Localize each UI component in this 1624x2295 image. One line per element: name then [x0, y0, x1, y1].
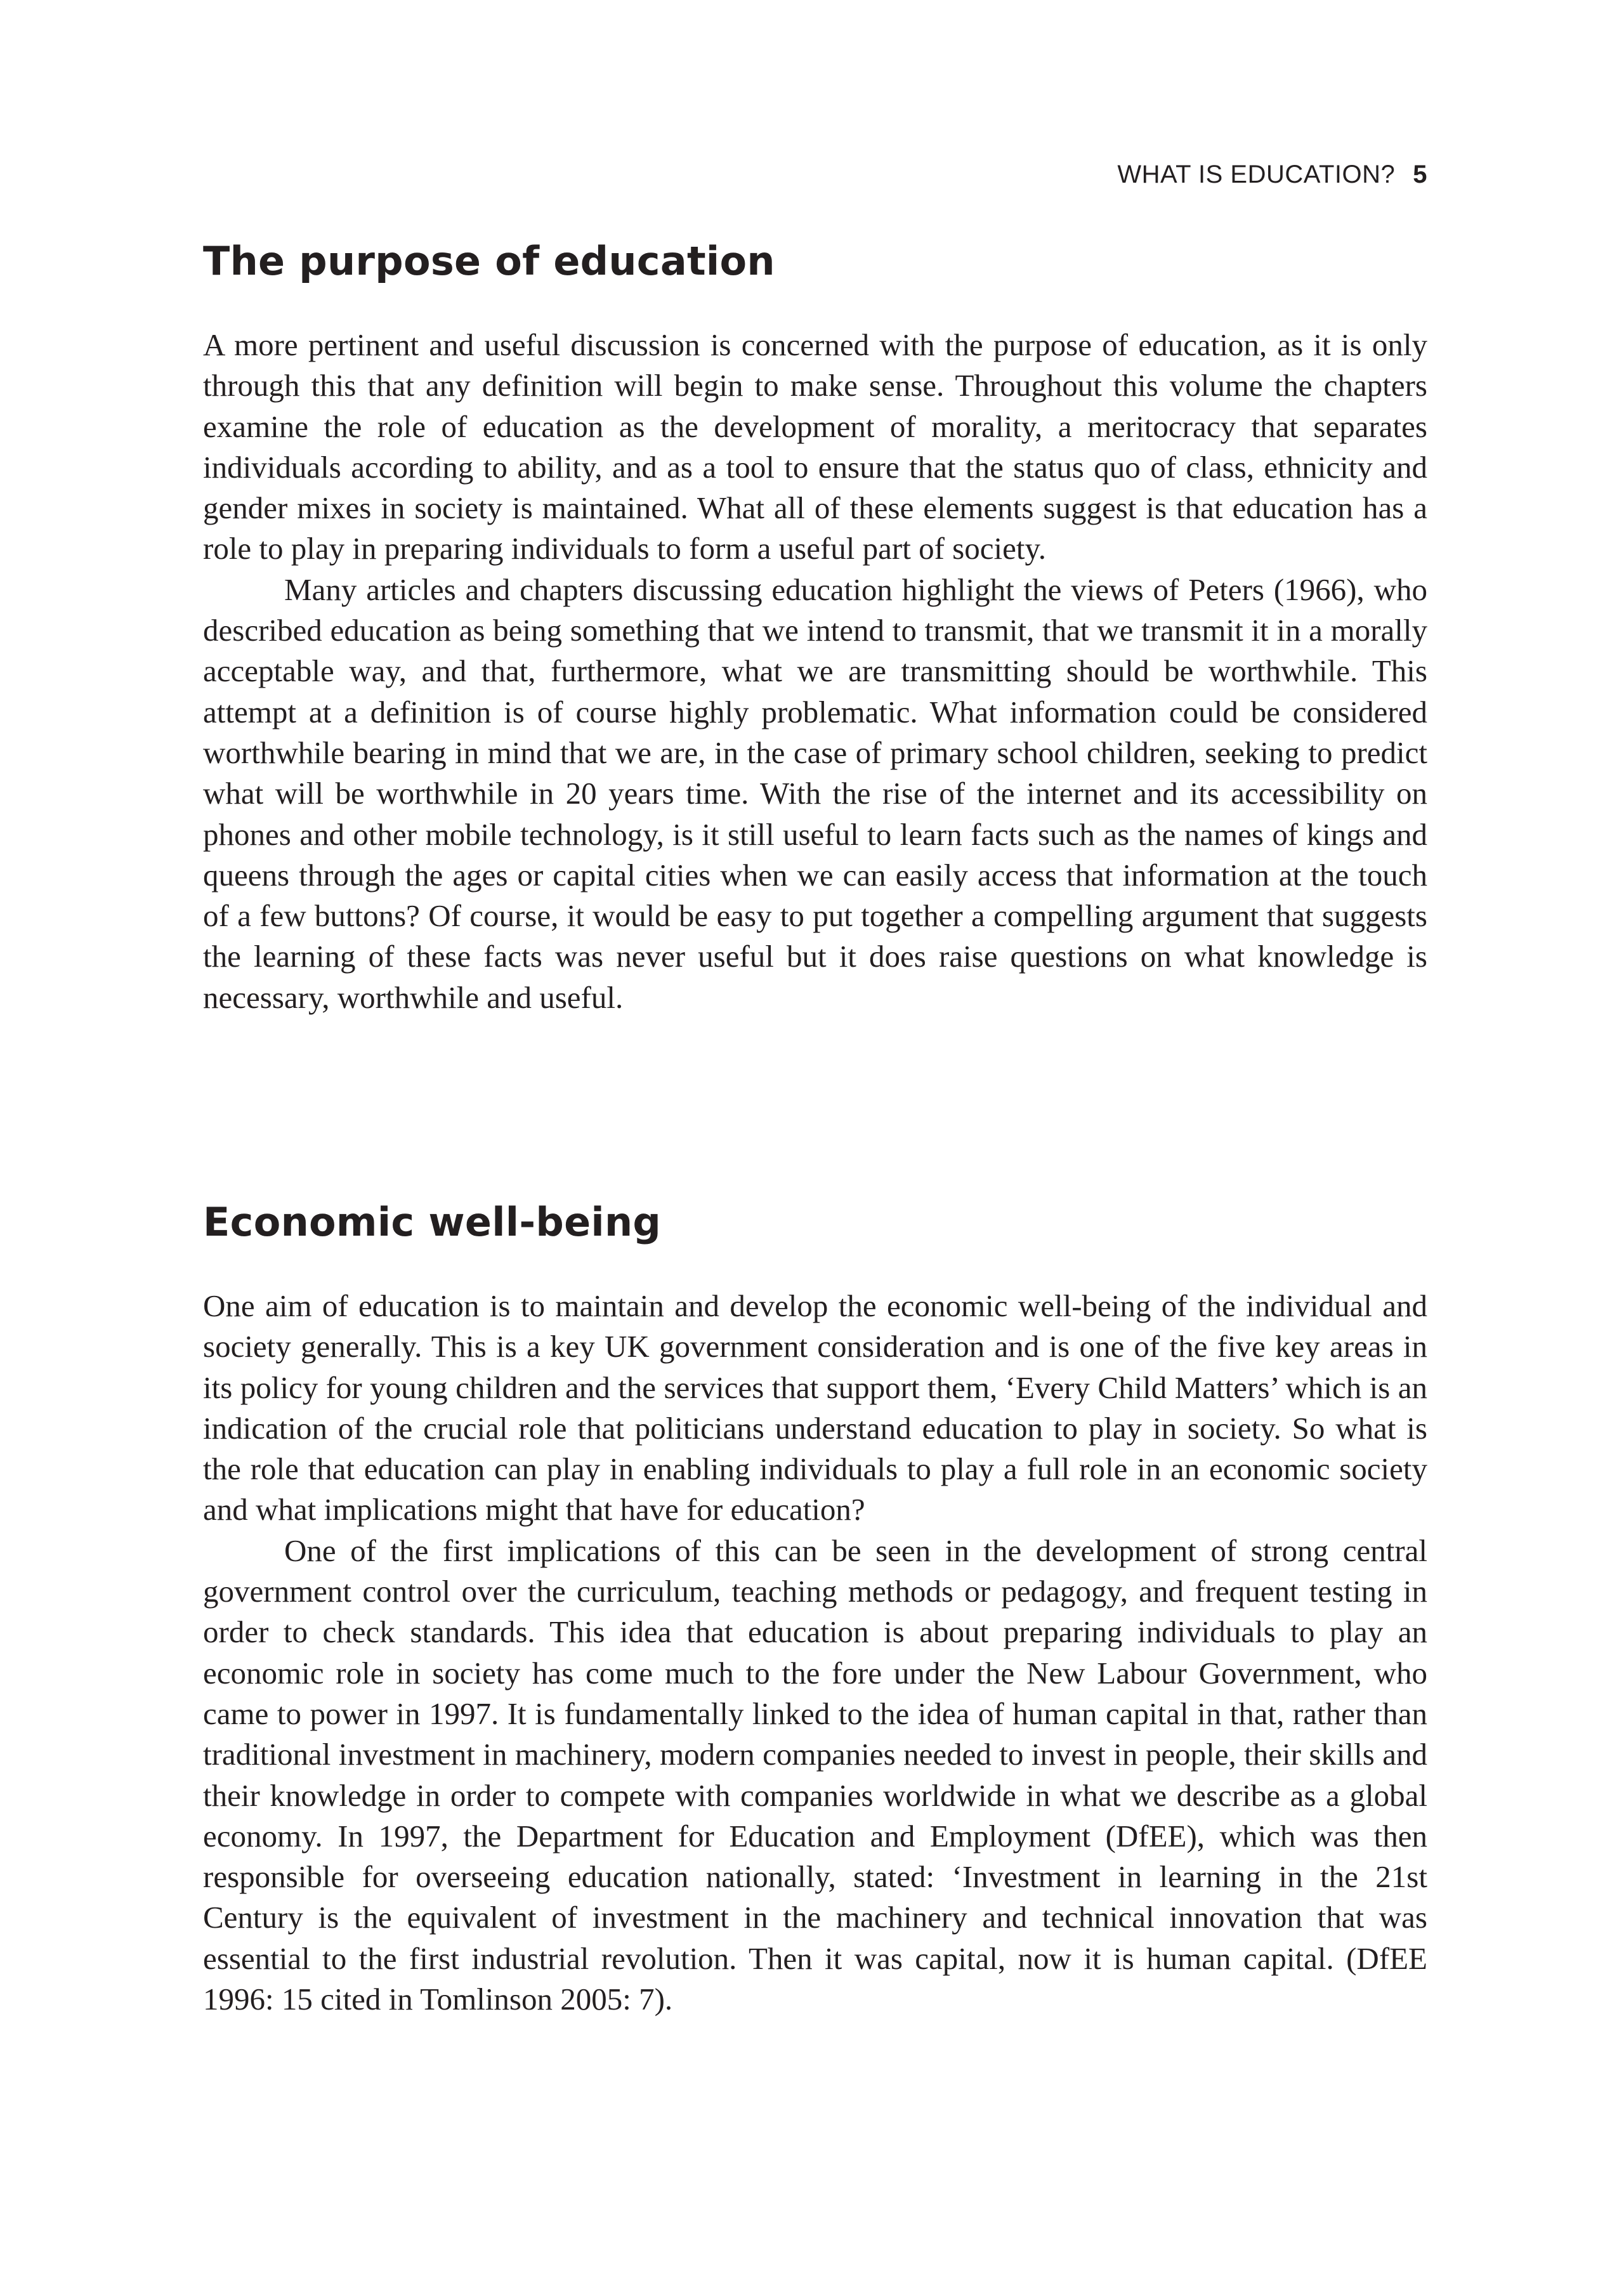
- section-heading: Economic well-being: [203, 1199, 662, 1245]
- section-body: [203, 325, 1427, 1018]
- page-number: 5: [1413, 160, 1427, 188]
- running-head: [203, 157, 1427, 192]
- paragraph: One of the first implications of this can be seen in the development of strong central government control over the curriculum, teaching methods or pedagogy, and frequent testing in order to check standards. This idea that education is about preparing individuals to play an economic role in society has come much to the fore under the New Labour Government, who came to power in 1997. It is fundamentally linked to the idea of human capital in that, rather than traditional investment in machinery, modern companies needed to invest in people, their skills and their knowledge in order to compete with companies worldwide in what we describe as a global economy. In 1997, the Department for Education and Employment (DfEE), which was then responsible for overseeing education nationally, stated: ‘Investment in learning in the 21st Century is the equivalent of investment in the machinery and technical innovation that was essential to the first industrial revolution. Then it was capital, now it is human capital. (DfEE 1996: 15 cited in Tomlinson 2005: 7).: [203, 1533, 1427, 2017]
- section-economic-well-being: [203, 1196, 1427, 2020]
- running-head-title: WHAT IS EDUCATION?: [1117, 160, 1396, 188]
- paragraph: A more pertinent and useful discussion is concerned with the purpose of education, as it is only through this that any definition will begin to make sense. Throughout this volume the chapters examine the role of education as the development of morality, a meritocracy that separates individuals according to ability, and as a tool to ensure that the status quo of class, ethnicity and gender mixes in society is maintained. What all of these elements suggest is that education has a role to play in preparing individuals to form a useful part of society.: [203, 327, 1427, 566]
- paragraph: One aim of education is to maintain and develop the economic well-being of the individual and society generally. This is a key UK government consideration and is one of the five key areas in its policy for young children and the services that support them, ‘Every Child Matters’ which is an indication of the crucial role that politicians understand education to play in society. So what is the role that education can play in enabling individuals to play a full role in an economic society and what implications might that have for education?: [203, 1288, 1427, 1527]
- section-heading: The purpose of education: [203, 238, 775, 284]
- paragraph: Many articles and chapters discussing education highlight the views of Peters (1966), who described education as being something that we intend to transmit, that we transmit it in a morally acceptable way, and that, furthermore, what we are transmitting should be worthwhile. This attempt at a definition is of course highly problematic. What information could be considered worthwhile bearing in mind that we are, in the case of primary school children, seeking to predict what will be worthwhile in 20 years time. With the rise of the internet and its accessibility on phones and other mobile technology, is it still useful to learn facts such as the names of kings and queens through the ages or capital cities when we can easily access that information at the touch of a few buttons? Of course, it would be easy to put together a compelling argument that suggests the learning of these facts was never useful but it does raise questions on what knowledge is necessary, worthwhile and useful.: [203, 572, 1427, 1015]
- section-body: [203, 1286, 1427, 2020]
- section-purpose-of-education: [203, 235, 1427, 1018]
